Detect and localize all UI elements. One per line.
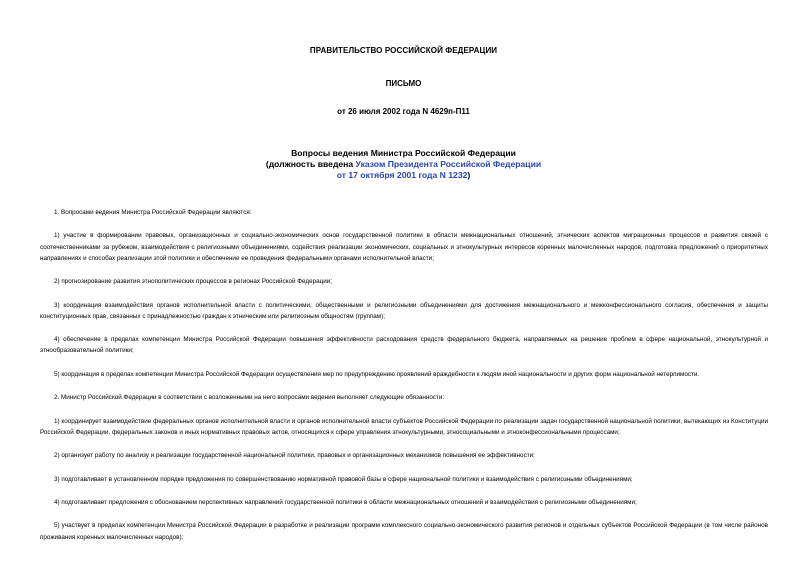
paragraph: 3) координация взаимодействия органов исполнительной власти с политическими, общественными и религиозными объединениями для достижения межнационального и межконфессионального согласия, обеспечения и защиты конституционных прав, связанных с принадлежностью граждан к этническим или религиозным общностям (группам); [40, 301, 768, 320]
document-title [0, 148, 807, 181]
paragraph: 5) участвует в пределах компетенции Министра Российской Федерации в разработке и реализации программ комплексного социально-экономического развития регионов и отдельных субъектов Российской Федерации (в том числе районов проживания коренных малочисленных народов); [40, 522, 768, 541]
document-body [40, 207, 768, 543]
document-date-number: от 26 июля 2002 года N 4629п-П11 [337, 107, 470, 116]
paragraph: 1) участие в формировании правовых, организационных и социально-экономических основ государственной политики в области межнациональных отношений, этнических аспектов миграционных процессов и развития связей с соотечественниками за рубежом, взаимодействия с религиозными объединениями, содействия реализации экономических, социальных и этнокультурных интересов коренных малочисленных народов, подготовка предложений о приоритетных направлениях и способах реализации этой политики и обеспечение ее проведения федеральными органами исполнительной власти; [40, 232, 768, 262]
paragraph: 5) координация в пределах компетенции Министра Российской Федерации осуществления мер по предупреждению проявлений враждебности к людям иной национальности и других форм национальной нетерпимости. [54, 370, 700, 378]
paragraph: 2) организует работу по анализу и реализации государственной национальной политики, правовых и организационных механизмов повышения ее эффективности; [54, 452, 535, 460]
title-line-2-prefix: (должность введена [265, 159, 356, 169]
paragraph: 1. Вопросами ведения Министра Российской Федерации являются: [54, 209, 252, 216]
paragraph: 1) координирует взаимодействие федеральных органов исполнительной власти и органов исполнительной власти субъектов Российской Федерации по реализации задач государственной национальной политики, вытекающих из Конституции Российской Федерации, федеральных законов и иных нормативных правовых актов, относящихся к сфере управления этнокультурными, этносоциальными и этноконфессиональными процессами; [40, 417, 768, 436]
title-line-2 [0, 159, 807, 170]
paragraph: 4) подготавливает предложения с обоснованием перспективных направлений государственной политики в области межнациональных отношений и взаимодействия с религиозными объединениями; [54, 498, 637, 506]
title-line-3-suffix: ) [467, 170, 471, 180]
paragraph: 2. Министр Российской Федерации в соответствии с возложенными на него вопросами ведения выполняет следующие обязанности: [54, 394, 445, 402]
document-type: ПИСЬМО [385, 79, 422, 88]
decree-link-title[interactable]: Указом Президента Российской Федерации [355, 159, 542, 169]
paragraph: 2) прогнозирование развития этнополитических процессов в регионах Российской Федерации; [54, 278, 332, 286]
title-line-1: Вопросы ведения Министра Российской Федерации [291, 148, 516, 158]
paragraph: 4) обеспечение в пределах компетенции Министра Российской Федерации повышения эффективности расходования средств федерального бюджета, направляемых на решение проблем в сфере национальной, этнокультурной и этнообразовательной политики; [40, 336, 768, 355]
government-heading: ПРАВИТЕЛЬСТВО РОССИЙСКОЙ ФЕДЕРАЦИИ [309, 46, 498, 55]
paragraph: 3) подготавливает в установленном порядке предложения по совершенствованию нормативной правовой базы в сфере национальной политики и взаимодействия с религиозными объединениями; [54, 475, 633, 483]
decree-link-date[interactable]: от 17 октября 2001 года N 1232 [336, 170, 468, 180]
title-line-3 [0, 170, 807, 181]
